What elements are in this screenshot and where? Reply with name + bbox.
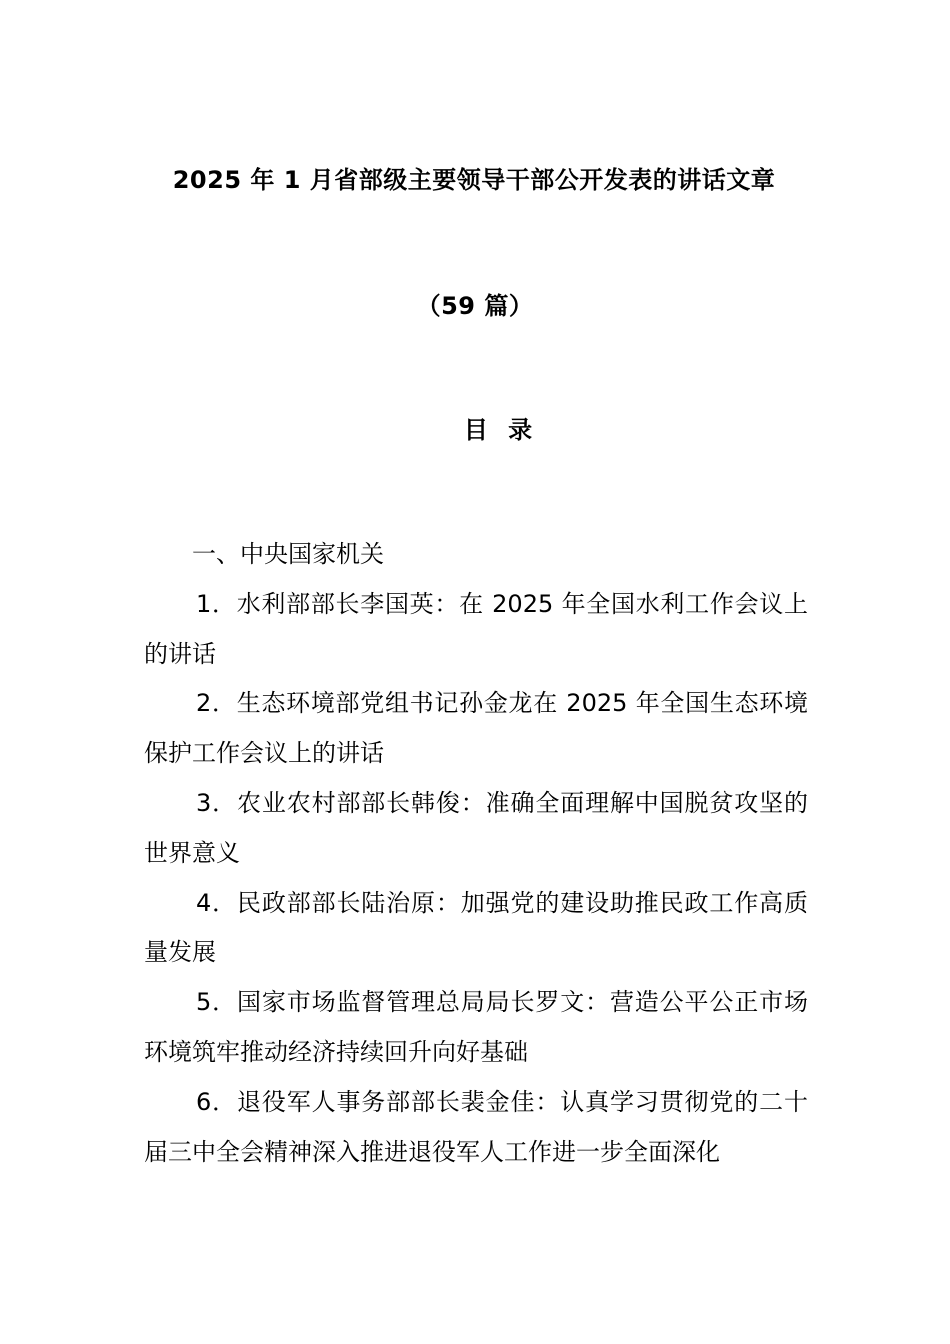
toc-item: 5．国家市场监督管理总局局长罗文：营造公平公正市场环境筑牢推动经济持续回升向好基础 — [144, 988, 808, 1066]
toc-item: 6．退役军人事务部部长裴金佳：认真学习贯彻党的二十届三中全会精神深入推进退役军人工作进一步全面深化 — [144, 1087, 808, 1166]
toc-item: 2．生态环境部党组书记孙金龙在 2025 年全国生态环境保护工作会议上的讲话 — [144, 689, 808, 768]
toc-item: 4．民政部部长陆治原：加强党的建设助推民政工作高质量发展 — [144, 888, 808, 967]
toc-item: 3．农业农村部部长韩俊：准确全面理解中国脱贫攻坚的世界意义 — [144, 788, 808, 867]
toc-item: 1．水利部部长李国英：在 2025 年全国水利工作会议上的讲话 — [144, 589, 808, 668]
table-of-contents — [144, 530, 808, 1177]
toc-section-heading: 一、中央国家机关 — [192, 540, 384, 568]
toc-heading: 目 录 — [463, 416, 539, 444]
document-title: 2025 年 1 月省部级主要领导干部公开发表的讲话文章 — [172, 166, 776, 194]
article-count: （59 篇） — [416, 292, 534, 320]
